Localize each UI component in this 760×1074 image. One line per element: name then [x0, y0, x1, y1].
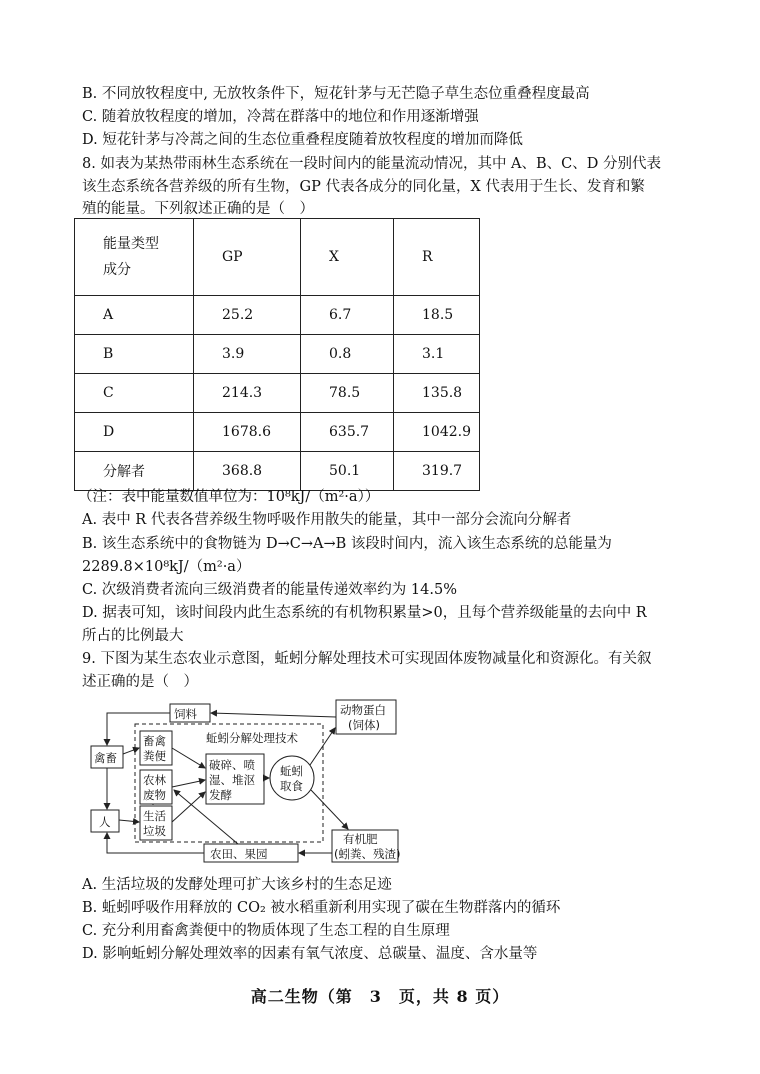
- row-name: C: [75, 374, 194, 413]
- row-gp: 214.3: [194, 374, 301, 413]
- row-name: A: [75, 296, 194, 335]
- header-energy-type: 能量类型: [103, 236, 159, 252]
- row-r: 319.7: [394, 452, 480, 491]
- q9-stem-line2: 述正确的是（ ）: [82, 674, 198, 690]
- q9-option-d: D. 影响蚯蚓分解处理效率的因素有氧气浓度、总碳量、温度、含水量等: [82, 946, 538, 962]
- q8-option-d-line1: D. 据表可知，该时间段内此生态系统的有机物积累量>0，且每个营养级能量的去向中 R: [82, 605, 647, 621]
- q8-option-c: C. 次级消费者流向三级消费者的能量传递效率约为 14.5%: [82, 582, 457, 598]
- header-gp: GP: [194, 219, 301, 296]
- row-gp: 3.9: [194, 335, 301, 374]
- label-fertilizer-2: (蚓粪、残渣): [334, 847, 401, 861]
- energy-table: [74, 218, 480, 491]
- q8-stem-line1: 8. 如表为某热带雨林生态系统在一段时间内的能量流动情况，其中 A、B、C、D 分别代表: [82, 156, 662, 172]
- row-r: 3.1: [394, 335, 480, 374]
- row-name: B: [75, 335, 194, 374]
- label-feed: 饲料: [174, 707, 197, 721]
- row-x: 635.7: [301, 413, 394, 452]
- q7-option-c: C. 随着放牧程度的增加，冷蒿在群落中的地位和作用逐渐增强: [82, 109, 479, 125]
- row-x: 50.1: [301, 452, 394, 491]
- label-process-3: 发酵: [209, 788, 232, 802]
- table-row: [75, 413, 480, 452]
- page-footer: 高二生物（第 3 页，共 8 页）: [250, 987, 510, 1006]
- table-corner-header: [75, 219, 194, 296]
- q8-option-d-line2: 所占的比例最大: [82, 628, 184, 644]
- table-row: [75, 374, 480, 413]
- label-worm-1: 蚯蚓: [280, 764, 303, 778]
- label-animal-protein-1: 动物蛋白: [340, 703, 386, 717]
- row-x: 0.8: [301, 335, 394, 374]
- label-farm-waste-2: 废物: [143, 788, 166, 802]
- row-r: 135.8: [394, 374, 480, 413]
- q8-option-b-line2: 2289.8×10⁸kJ/（m²·a）: [82, 559, 251, 575]
- q9-option-b: B. 蚯蚓呼吸作用释放的 CO₂ 被水稻重新利用实现了碳在生物群落内的循环: [82, 900, 561, 916]
- table-row: [75, 296, 480, 335]
- q9-stem-line1: 9. 下图为某生态农业示意图，蚯蚓分解处理技术可实现固体废物减量化和资源化。有关叙: [82, 651, 652, 667]
- q7-option-b: B. 不同放牧程度中, 无放牧条件下，短花针茅与无芒隐子草生态位重叠程度最高: [82, 86, 590, 102]
- q8-option-b-line1: B. 该生态系统中的食物链为 D→C→A→B 该段时间内，流入该生态系统的总能量为: [82, 536, 612, 552]
- label-livestock: 禽畜: [94, 751, 117, 765]
- row-x: 78.5: [301, 374, 394, 413]
- worm-circle: [270, 756, 314, 800]
- label-fields: 农田、果园: [210, 847, 268, 861]
- label-fertilizer-1: 有机肥: [343, 832, 378, 846]
- table-row: [75, 452, 480, 491]
- row-r: 18.5: [394, 296, 480, 335]
- label-garbage-1: 生活: [143, 809, 166, 823]
- label-animal-protein-2: (饲体): [348, 718, 380, 732]
- label-tech-title: 蚯蚓分解处理技术: [206, 731, 298, 745]
- label-worm-2: 取食: [280, 779, 303, 793]
- label-garbage-2: 垃圾: [143, 824, 166, 838]
- eco-agriculture-diagram: [88, 698, 408, 866]
- row-name: 分解者: [75, 452, 194, 491]
- header-x: X: [301, 219, 394, 296]
- row-name: D: [75, 413, 194, 452]
- q9-option-c: C. 充分利用畜禽粪便中的物质体现了生态工程的自生原理: [82, 923, 450, 939]
- row-r: 1042.9: [394, 413, 480, 452]
- q9-option-a: A. 生活垃圾的发酵处理可扩大该乡村的生态足迹: [82, 877, 392, 893]
- label-manure-1: 畜禽: [143, 734, 166, 748]
- q8-stem-line2: 该生态系统各营养级的所有生物，GP 代表各成分的同化量，X 代表用于生长、发育和繁: [82, 179, 645, 195]
- row-gp: 368.8: [194, 452, 301, 491]
- header-r: R: [394, 219, 480, 296]
- row-gp: 25.2: [194, 296, 301, 335]
- label-people: 人: [99, 815, 111, 829]
- table-header-row: [75, 219, 480, 296]
- q7-option-d: D. 短花针茅与冷蒿之间的生态位重叠程度随着放牧程度的增加而降低: [82, 132, 523, 148]
- label-manure-2: 粪便: [143, 749, 166, 763]
- label-farm-waste-1: 农林: [143, 773, 166, 787]
- table-row: [75, 335, 480, 374]
- label-process-2: 湿、堆沤: [209, 773, 255, 787]
- label-process-1: 破碎、喷: [209, 758, 255, 772]
- row-x: 6.7: [301, 296, 394, 335]
- q8-table-note: （注：表中能量数值单位为：10⁸kJ/（m²·a））: [78, 489, 380, 505]
- q8-stem-line3: 殖的能量。下列叙述正确的是（ ）: [82, 201, 314, 217]
- row-gp: 1678.6: [194, 413, 301, 452]
- header-component: 成分: [103, 262, 131, 278]
- q8-option-a: A. 表中 R 代表各营养级生物呼吸作用散失的能量，其中一部分会流向分解者: [82, 512, 572, 528]
